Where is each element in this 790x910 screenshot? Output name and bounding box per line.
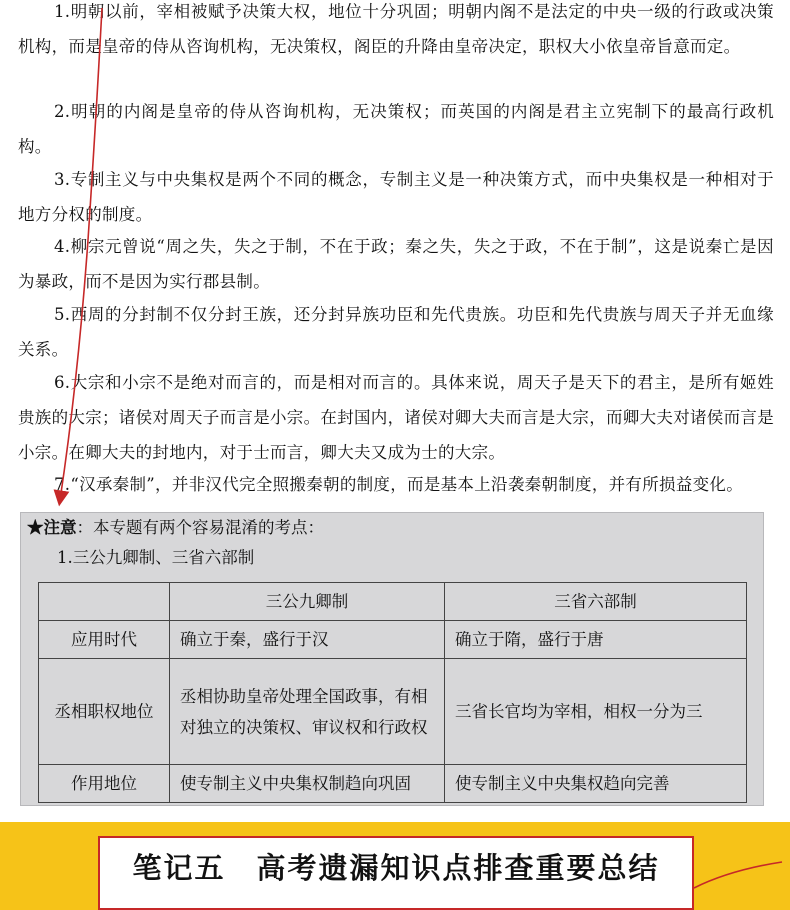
table-header-sansheng: 三省六部制	[445, 583, 747, 621]
banner-red-line	[690, 858, 785, 890]
cell-sansheng: 三省长官均为宰相，相权一分为三	[445, 659, 747, 765]
section-banner	[98, 836, 694, 910]
table-row	[39, 621, 747, 659]
paragraph-2: 2.明朝的内阁是皇帝的侍从咨询机构，无决策权；而英国的内阁是君主立宪制下的最高行政机构。	[18, 102, 774, 156]
note-heading	[27, 515, 324, 541]
cell-sangong: 丞相协助皇帝处理全国政事，有相对独立的决策权、审议权和行政权	[170, 659, 445, 765]
note-star-label: ★注意	[27, 518, 77, 537]
row-label: 丞相职权地位	[39, 659, 170, 765]
paragraph-3: 3.专制主义与中央集权是两个不同的概念，专制主义是一种决策方式，而中央集权是一种相对于地方分权的制度。	[18, 170, 774, 224]
paragraph-1: 1.明朝以前，宰相被赋予决策大权，地位十分巩固；明朝内阁不是法定的中央一级的行政或决策机构，而是皇帝的侍从咨询机构，无决策权，阁臣的升降由皇帝决定，职权大小依皇帝旨意而定。	[18, 2, 774, 56]
paragraph-6: 6.大宗和小宗不是绝对而言的，而是相对而言的。具体来说，周天子是天下的君主，是所有姬姓贵族的大宗；诸侯对周天子而言是小宗。在封国内，诸侯对卿大夫而言是大宗，而卿大夫对诸侯而言是小宗。在卿大夫的封地内，对于士而言，卿大夫又成为士的大宗。	[18, 373, 774, 462]
cell-sangong: 使专制主义中央集权制趋向巩固	[170, 765, 445, 803]
comparison-table	[38, 582, 747, 803]
row-label: 作用地位	[39, 765, 170, 803]
note-subheading: 1.三公九卿制、三省六部制	[57, 548, 255, 567]
note-heading-text: ：本专题有两个容易混淆的考点：	[76, 518, 324, 537]
note-box	[20, 512, 764, 806]
table-header-row	[39, 583, 747, 621]
table-header-empty	[39, 583, 170, 621]
paragraph-5: 5.西周的分封制不仅分封王族，还分封异族功臣和先代贵族。功臣和先代贵族与周天子并无血缘关系。	[18, 305, 774, 359]
table-header-sangong: 三公九卿制	[170, 583, 445, 621]
paragraph-7: 7.“汉承秦制”，并非汉代完全照搬秦朝的制度，而是基本上沿袭秦朝制度，并有所损益变化。	[54, 475, 744, 494]
cell-sangong: 确立于秦，盛行于汉	[170, 621, 445, 659]
table-row	[39, 659, 747, 765]
banner-title: 笔记五 高考遗漏知识点排查重要总结	[132, 851, 660, 885]
cell-sansheng: 使专制主义中央集权趋向完善	[445, 765, 747, 803]
cell-sansheng: 确立于隋，盛行于唐	[445, 621, 747, 659]
paragraph-4: 4.柳宗元曾说“周之失，失之于制，不在于政；秦之失，失之于政，不在于制”，这是说秦亡是因为暴政，而不是因为实行郡县制。	[18, 237, 774, 291]
row-label: 应用时代	[39, 621, 170, 659]
table-row	[39, 765, 747, 803]
